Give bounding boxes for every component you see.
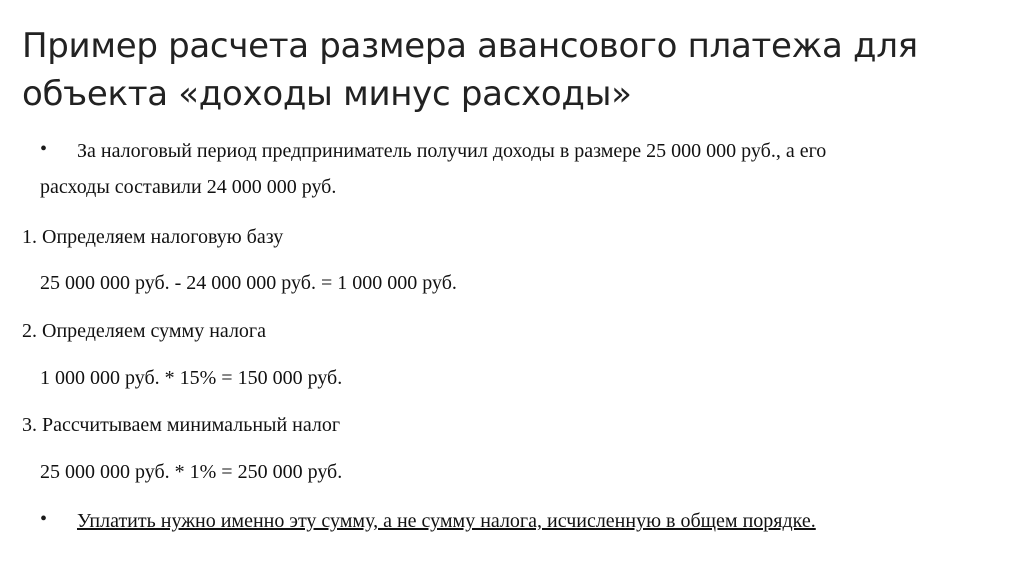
conclusion-text: Уплатить нужно именно эту сумму, а не сумму налога, исчисленную в общем порядке. bbox=[77, 510, 816, 532]
slide-title bbox=[22, 22, 1002, 118]
slide-title-line-1: Пример расчета размера авансового платежа для bbox=[22, 26, 918, 66]
step-1-heading: 1. Определяем налоговую базу bbox=[22, 226, 284, 248]
step-1-formula: 25 000 000 руб. - 24 000 000 руб. = 1 000 000 руб. bbox=[40, 272, 457, 294]
conclusion-bullet: • bbox=[40, 508, 48, 530]
intro-line-2: расходы составили 24 000 000 руб. bbox=[40, 176, 337, 198]
step-2-formula: 1 000 000 руб. * 15% = 150 000 руб. bbox=[40, 367, 343, 389]
step-3-formula: 25 000 000 руб. * 1% = 250 000 руб. bbox=[40, 461, 343, 483]
intro-line-1: За налоговый период предприниматель получил доходы в размере 25 000 000 руб., а его bbox=[77, 140, 827, 162]
slide-title-line-2: объекта «доходы минус расходы» bbox=[22, 74, 632, 114]
step-2-heading: 2. Определяем сумму налога bbox=[22, 320, 267, 342]
intro-bullet: • bbox=[40, 138, 48, 160]
step-3-heading: 3. Рассчитываем минимальный налог bbox=[22, 414, 341, 436]
